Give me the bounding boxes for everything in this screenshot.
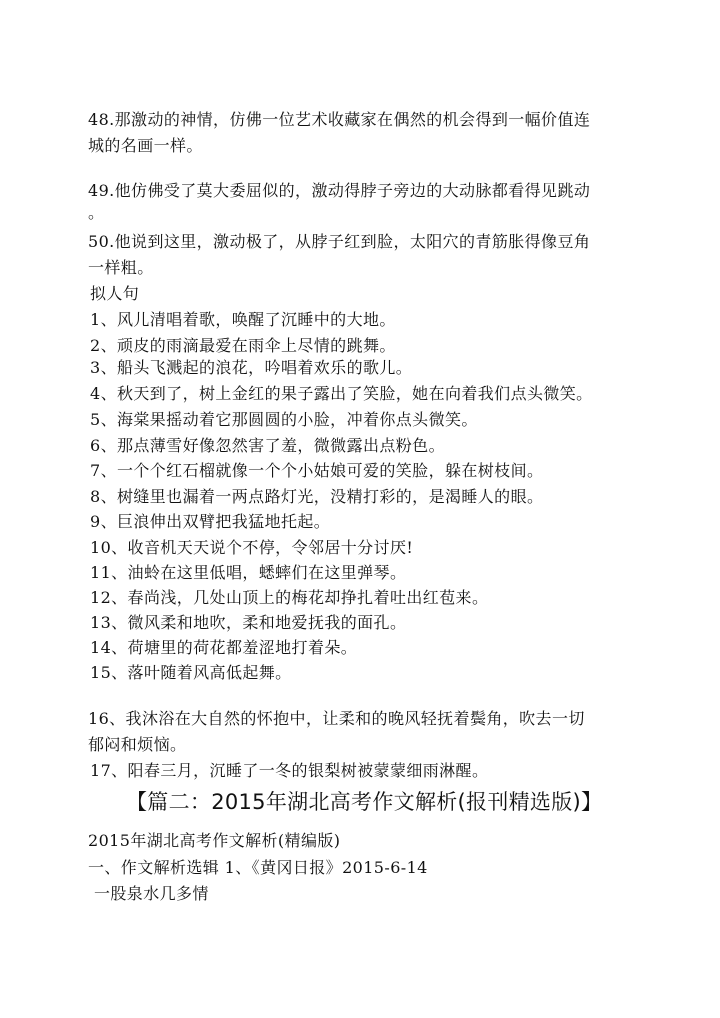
part-two-line-1: 一、作文解析选辑 1、《黄冈日报》2015-6-14 [88,858,428,877]
list-item: 8、树缝里也漏着一两点路灯光，没精打彩的，是渴睡人的眼。 [90,487,544,506]
list-item-17: 17、阳春三月，沉睡了一冬的银梨树被蒙蒙细雨淋醒。 [90,761,489,780]
list-item: 15、落叶随着风高低起舞。 [90,663,292,682]
list-item: 4、秋天到了，树上金红的果子露出了笑脸，她在向着我们点头微笑。 [90,384,593,403]
part-two-line-2: 一股泉水几多情 [94,884,209,903]
list-item: 12、春尚浅，几处山顶上的梅花却挣扎着吐出红苞来。 [90,588,489,607]
sentence-48-line-1: 48.那激动的神情，仿佛一位艺术收藏家在偶然的机会得到一幅价值连 [88,110,591,129]
list-item: 14、荷塘里的荷花都羞涩地打着朵。 [90,638,358,657]
list-item: 2、顽皮的雨滴最爱在雨伞上尽情的跳舞。 [90,336,396,355]
list-item: 11、油蛉在这里低唱，蟋蟀们在这里弹琴。 [90,563,407,582]
part-two-heading: 【篇二：2015年湖北高考作文解析(报刊精选版)】 [126,790,603,814]
sentence-49-line-2: 。 [88,203,105,222]
sentence-49-line-1: 49.他仿佛受了莫大委屈似的，激动得脖子旁边的大动脉都看得见跳动 [88,181,591,200]
sentence-50-line-2: 一样粗。 [88,258,154,277]
personification-title: 拟人句 [90,284,140,303]
list-item: 7、一个个红石榴就像一个个小姑娘可爱的笑脸，躲在树枝间。 [90,461,544,480]
sentence-50-line-1: 50.他说到这里，激动极了，从脖子红到脸，太阳穴的青筋胀得像豆角 [88,232,591,251]
part-two-subtitle: 2015年湖北高考作文解析(精编版) [88,831,341,850]
list-item-16-line-1: 16、我沐浴在大自然的怀抱中，让柔和的晚风轻抚着鬓角，吹去一切 [88,709,585,728]
list-item: 3、船头飞溅起的浪花，吟唱着欢乐的歌儿。 [90,358,413,377]
list-item: 9、巨浪伸出双臂把我猛地托起。 [90,512,331,531]
list-item: 1、风儿清唱着歌，唤醒了沉睡中的大地。 [90,310,396,329]
list-item: 10、收音机天天说个不停，令邻居十分讨厌! [90,538,414,557]
list-item: 5、海棠果摇动着它那圆圆的小脸，冲着你点头微笑。 [90,410,478,429]
list-item: 6、那点薄雪好像忽然害了羞，微微露出点粉色。 [90,436,445,455]
list-item-16-line-2: 郁闷和烦恼。 [88,735,187,754]
sentence-48-line-2: 城的名画一样。 [88,136,203,155]
list-item: 13、微风柔和地吹，柔和地爱抚我的面孔。 [90,613,407,632]
